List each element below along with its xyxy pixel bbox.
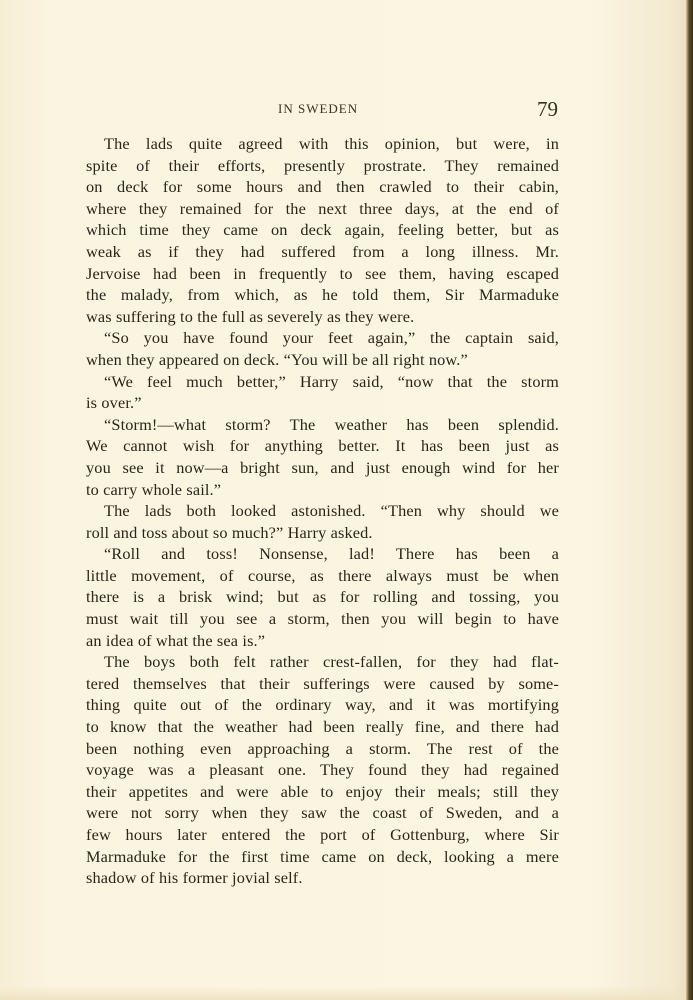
text-line: Marmaduke for the first time came on deck, looking a mere xyxy=(86,846,559,866)
text-line: to know that the weather had been really fine, and there had xyxy=(86,717,559,737)
text-line: you see it now—a bright sun, and just enough wind for her xyxy=(86,457,559,477)
text-line: been nothing even approaching a storm. The rest of the xyxy=(86,738,559,758)
text-line: to carry whole sail.” xyxy=(86,479,222,499)
text-line: which time they came on deck again, feeling better, but as xyxy=(86,220,559,240)
text-line: The lads quite agreed with this opinion, but were, in xyxy=(104,134,559,153)
text-line: The lads both looked astonished. “Then why should we xyxy=(104,501,559,521)
text-line: “We feel much better,” Harry said, “now that the storm xyxy=(104,371,559,391)
page-bottom-shade xyxy=(0,986,693,1000)
text-line: “Storm!—what storm? The weather has been splendid. xyxy=(104,414,559,434)
text-line: voyage was a pleasant one. They found they had regained xyxy=(86,760,559,780)
text-line: shadow of his former jovial self. xyxy=(86,868,303,888)
text-line: was suffering to the full as severely as they were. xyxy=(86,306,415,326)
text-line: their appetites and were able to enjoy their meals; still they xyxy=(86,781,559,801)
running-title: IN SWEDEN xyxy=(278,101,359,116)
page-edge xyxy=(686,0,693,1000)
text-line: The boys both felt rather crest-fallen, for they had flat- xyxy=(104,652,559,672)
text-line: were not sorry when they saw the coast of Sweden, and a xyxy=(86,803,559,823)
text-line: weak as if they had suffered from a long illness. Mr. xyxy=(86,241,559,261)
text-line: “Roll and toss! Nonsense, lad! There has been a xyxy=(104,544,559,564)
text-line: “So you have found your feet again,” the captain said, xyxy=(104,328,559,348)
text-line: must wait till you see a storm, then you will begin to have xyxy=(86,609,559,629)
text-line: the malady, from which, as he told them, Sir Marmaduke xyxy=(86,285,559,305)
running-head xyxy=(0,97,693,121)
text-line: an idea of what the sea is.” xyxy=(86,630,266,650)
text-line: little movement, of course, as there always must be when xyxy=(86,565,559,585)
body-text xyxy=(86,133,559,889)
text-line: roll and toss about so much?” Harry asked. xyxy=(86,522,373,542)
text-line: thing quite out of the ordinary way, and it was mortifying xyxy=(86,695,559,715)
text-line: is over.” xyxy=(86,393,142,413)
text-line: tered themselves that their sufferings were caused by some- xyxy=(86,673,559,693)
text-line: where they remained for the next three days, at the end of xyxy=(86,198,559,218)
text-line: Jervoise had been in frequently to see them, having escaped xyxy=(86,263,559,283)
text-line: few hours later entered the port of Gottenburg, where Sir xyxy=(86,825,559,844)
text-line: spite of their efforts, presently prostrate. They remained xyxy=(86,155,559,175)
text-line: We cannot wish for anything better. It has been just as xyxy=(86,436,559,456)
text-line: when they appeared on deck. “You will be all right now.” xyxy=(86,349,468,369)
text-line: on deck for some hours and then crawled to their cabin, xyxy=(86,177,559,197)
page-number: 79 xyxy=(537,97,558,121)
text-line: there is a brisk wind; but as for rolling and tossing, you xyxy=(86,587,559,607)
